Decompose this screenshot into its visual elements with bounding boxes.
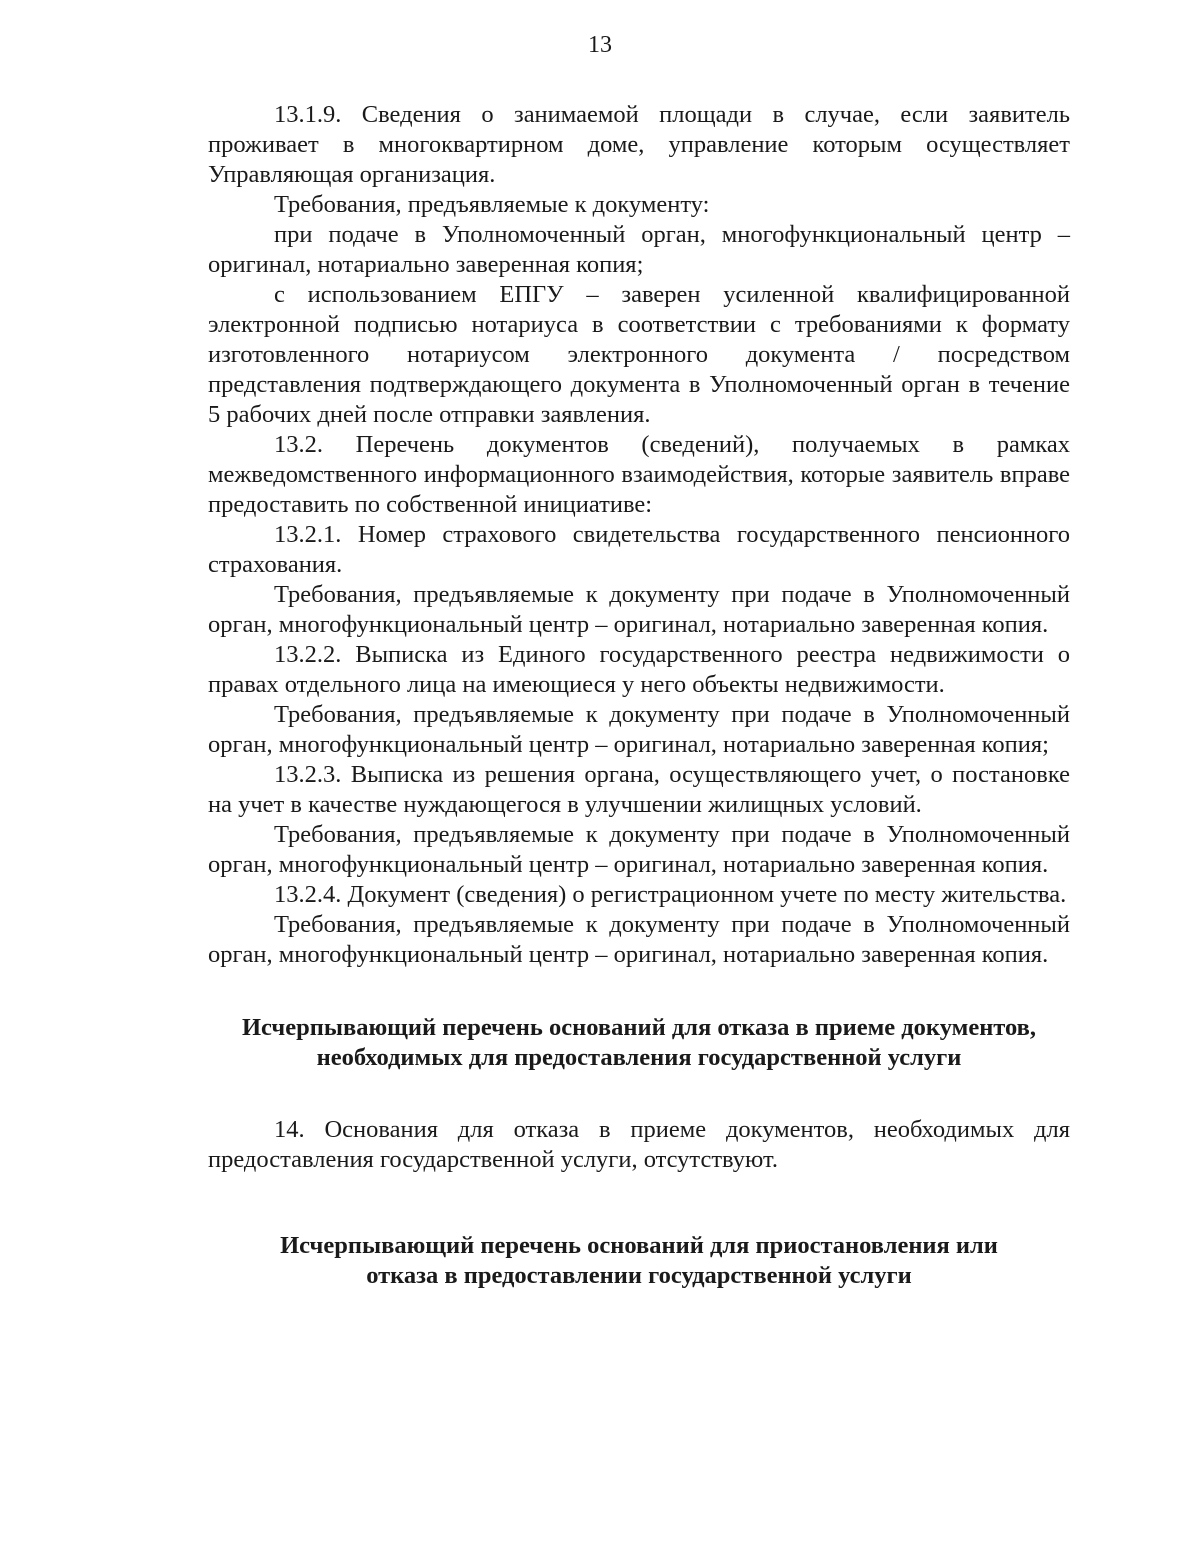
section-heading-line: отказа в предоставлении государственной услуги [366, 1262, 912, 1289]
paragraph-13-2-4: 13.2.4. Документ (сведения) о регистрационном учете по месту жительства. [274, 881, 1067, 908]
paragraph-requirements-intro: Требования, предъявляемые к документу: [274, 191, 710, 218]
paragraph-13-1-9: 13.1.9. Сведения о занимаемой площади в случае, если заявитель проживает в многоквартирном доме, управление которым осуществляет Управляющая организация. [208, 101, 1070, 188]
section-heading-line: необходимых для предоставления государственной услуги [316, 1044, 962, 1071]
paragraph-13-2-2: 13.2.2. Выписка из Единого государственного реестра недвижимости о правах отдельного лица на имеющиеся у него объекты недвижимости. [208, 641, 1070, 698]
section-heading-refusal-acceptance [208, 1013, 1070, 1073]
section-heading-suspension-refusal [208, 1231, 1070, 1291]
paragraph-requirement-13-2-3: Требования, предъявляемые к документу при подаче в Уполномоченный орган, многофункциональный центр – оригинал, нотариально заверенная копия. [208, 821, 1070, 878]
page-number: 13 [588, 32, 612, 58]
paragraph-13-2: 13.2. Перечень документов (сведений), получаемых в рамках межведомственного информационного взаимодействия, которые заявитель вправе предоставить по собственной инициативе: [208, 431, 1070, 518]
paragraph-requirement-13-2-1: Требования, предъявляемые к документу при подаче в Уполномоченный орган, многофункциональный центр – оригинал, нотариально заверенная копия. [208, 581, 1070, 638]
paragraph-requirement-office: при подаче в Уполномоченный орган, многофункциональный центр – оригинал, нотариально заверенная копия; [208, 221, 1070, 278]
paragraph-requirement-13-2-4: Требования, предъявляемые к документу при подаче в Уполномоченный орган, многофункциональный центр – оригинал, нотариально заверенная копия. [208, 911, 1070, 968]
paragraph-13-2-3: 13.2.3. Выписка из решения органа, осуществляющего учет, о постановке на учет в качестве нуждающегося в улучшении жилищных условий. [208, 761, 1070, 818]
paragraph-requirement-epgu: с использованием ЕПГУ – заверен усиленной квалифицированной электронной подписью нотариуса в соответствии с требованиями к формату изготовленного нотариусом электронного документа / посредством представления подтверждающего документа в Уполномоченный орган в течение 5 рабочих дней после отправки заявления. [208, 281, 1070, 428]
section-heading-line: Исчерпывающий перечень оснований для отказа в приеме документов, [241, 1014, 1037, 1041]
paragraph-requirement-13-2-2: Требования, предъявляемые к документу при подаче в Уполномоченный орган, многофункциональный центр – оригинал, нотариально заверенная копия; [208, 701, 1070, 758]
document-body [208, 100, 1070, 1291]
paragraph-14: 14. Основания для отказа в приеме документов, необходимых для предоставления государственной услуги, отсутствуют. [208, 1116, 1070, 1173]
paragraph-13-2-1: 13.2.1. Номер страхового свидетельства государственного пенсионного страхования. [208, 521, 1070, 578]
section-heading-line: Исчерпывающий перечень оснований для приостановления или [280, 1232, 998, 1259]
